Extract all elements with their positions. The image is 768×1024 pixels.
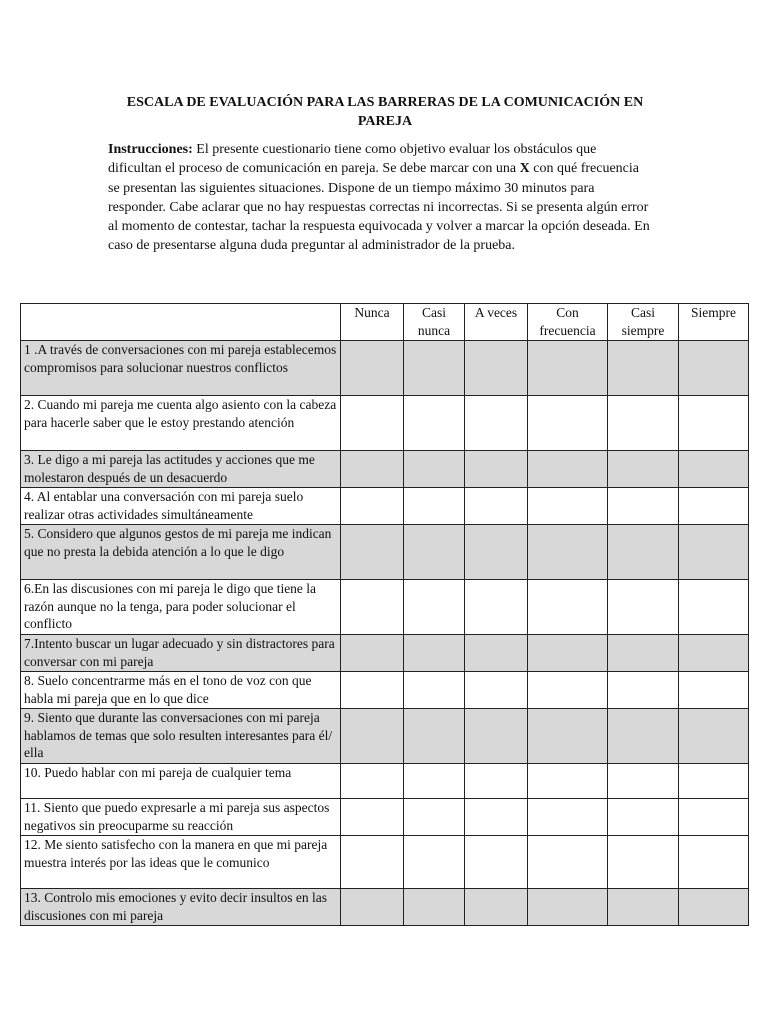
answer-cell[interactable] [341, 799, 404, 836]
question-text: 10. Puedo hablar con mi pareja de cualquier tema [21, 764, 341, 799]
answer-cell[interactable] [465, 525, 528, 580]
answer-cell[interactable] [465, 672, 528, 709]
answer-cell[interactable] [404, 525, 465, 580]
question-rows [21, 341, 749, 926]
answer-cell[interactable] [404, 764, 465, 799]
instructions-mark: X [519, 161, 530, 177]
answer-cell[interactable] [528, 635, 608, 672]
answer-cell[interactable] [404, 451, 465, 488]
answer-cell[interactable] [528, 396, 608, 451]
answer-cell[interactable] [341, 836, 404, 889]
answer-cell[interactable] [608, 341, 679, 396]
question-text: 4. Al entablar una conversación con mi pareja suelo realizar otras actividades simultáneamente [21, 488, 341, 525]
instructions-text-1: El presente cuestionario tiene como objetivo evaluar los obstáculos que dificultan el proceso de comunicación en pareja. Se debe marcar con una [108, 142, 597, 177]
answer-cell[interactable] [341, 525, 404, 580]
answer-cell[interactable] [528, 672, 608, 709]
table-row [21, 488, 749, 525]
answer-cell[interactable] [341, 635, 404, 672]
question-text: 6.En las discusiones con mi pareja le digo que tiene la razón aunque no la tenga, para poder solucionar el conflicto [21, 580, 341, 635]
answer-cell[interactable] [341, 889, 404, 926]
table-row [21, 525, 749, 580]
answer-cell[interactable] [465, 635, 528, 672]
answer-cell[interactable] [528, 451, 608, 488]
table-row [21, 709, 749, 764]
answer-cell[interactable] [404, 836, 465, 889]
answer-cell[interactable] [679, 580, 749, 635]
answer-cell[interactable] [528, 580, 608, 635]
table-row [21, 764, 749, 799]
answer-cell[interactable] [679, 525, 749, 580]
answer-cell[interactable] [465, 709, 528, 764]
answer-cell[interactable] [465, 341, 528, 396]
answer-cell[interactable] [341, 764, 404, 799]
answer-cell[interactable] [679, 889, 749, 926]
answer-cell[interactable] [679, 451, 749, 488]
answer-cell[interactable] [528, 836, 608, 889]
question-text: 13. Controlo mis emociones y evito decir insultos en las discusiones con mi pareja [21, 889, 341, 926]
instructions-paragraph [108, 140, 653, 256]
question-text: 8. Suelo concentrarme más en el tono de voz con que habla mi pareja que en lo que dice [21, 672, 341, 709]
answer-cell[interactable] [465, 488, 528, 525]
answer-cell[interactable] [608, 709, 679, 764]
answer-cell[interactable] [465, 764, 528, 799]
question-text: 9. Siento que durante las conversaciones con mi pareja hablamos de temas que solo resulten interesantes para él/ ella [21, 709, 341, 764]
answer-cell[interactable] [679, 396, 749, 451]
answer-cell[interactable] [341, 396, 404, 451]
question-text: 12. Me siento satisfecho con la manera en que mi pareja muestra interés por las ideas que le comunico [21, 836, 341, 889]
answer-cell[interactable] [679, 341, 749, 396]
table-row [21, 889, 749, 926]
answer-cell[interactable] [608, 799, 679, 836]
header-cell-casi-siempre: Casi siempre [608, 304, 679, 341]
table-row [21, 396, 749, 451]
answer-cell[interactable] [404, 488, 465, 525]
header-cell-siempre: Siempre [679, 304, 749, 341]
answer-cell[interactable] [465, 451, 528, 488]
answer-cell[interactable] [608, 672, 679, 709]
answer-cell[interactable] [679, 836, 749, 889]
answer-cell[interactable] [341, 341, 404, 396]
answer-cell[interactable] [465, 836, 528, 889]
answer-cell[interactable] [608, 889, 679, 926]
question-text: 5. Considero que algunos gestos de mi pareja me indican que no presta la debida atención a lo que le digo [21, 525, 341, 580]
answer-cell[interactable] [528, 764, 608, 799]
answer-cell[interactable] [679, 672, 749, 709]
answer-cell[interactable] [528, 525, 608, 580]
answer-cell[interactable] [404, 672, 465, 709]
question-text: 1 .A través de conversaciones con mi pareja establecemos compromisos para solucionar nuestros conflictos [21, 341, 341, 396]
answer-cell[interactable] [608, 396, 679, 451]
table-row [21, 580, 749, 635]
page-title: ESCALA DE EVALUACIÓN PARA LAS BARRERAS DE LA COMUNICACIÓN EN PAREJA [126, 95, 644, 129]
answer-cell[interactable] [679, 709, 749, 764]
answer-cell[interactable] [528, 709, 608, 764]
table-row [21, 672, 749, 709]
table-row [21, 635, 749, 672]
answer-cell[interactable] [679, 635, 749, 672]
answer-cell[interactable] [679, 799, 749, 836]
header-row [21, 304, 749, 341]
header-cell-a-veces: A veces [465, 304, 528, 341]
answer-cell[interactable] [404, 341, 465, 396]
table-row [21, 341, 749, 396]
table-row [21, 451, 749, 488]
answer-cell[interactable] [465, 580, 528, 635]
question-text: 11. Siento que puedo expresarle a mi pareja sus aspectos negativos sin preocuparme su reacción [21, 799, 341, 836]
header-cell-nunca: Nunca [341, 304, 404, 341]
answer-cell[interactable] [341, 709, 404, 764]
table-row [21, 799, 749, 836]
evaluation-table [20, 303, 749, 926]
answer-cell[interactable] [608, 836, 679, 889]
answer-cell[interactable] [679, 764, 749, 799]
answer-cell[interactable] [341, 672, 404, 709]
answer-cell[interactable] [341, 580, 404, 635]
answer-cell[interactable] [608, 525, 679, 580]
instructions-label: Instrucciones: [108, 142, 193, 157]
answer-cell[interactable] [608, 451, 679, 488]
answer-cell[interactable] [608, 580, 679, 635]
answer-cell[interactable] [465, 396, 528, 451]
answer-cell[interactable] [528, 889, 608, 926]
answer-cell[interactable] [404, 709, 465, 764]
answer-cell[interactable] [608, 764, 679, 799]
header-cell-con-frecuencia: Con frecuencia [528, 304, 608, 341]
answer-cell[interactable] [465, 799, 528, 836]
question-text: 2. Cuando mi pareja me cuenta algo asiento con la cabeza para hacerle saber que le estoy prestando atención [21, 396, 341, 451]
answer-cell[interactable] [608, 488, 679, 525]
answer-cell[interactable] [341, 488, 404, 525]
answer-cell[interactable] [404, 580, 465, 635]
answer-cell[interactable] [528, 799, 608, 836]
question-text: 7.Intento buscar un lugar adecuado y sin distractores para conversar con mi pareja [21, 635, 341, 672]
answer-cell[interactable] [528, 488, 608, 525]
answer-cell[interactable] [465, 889, 528, 926]
answer-cell[interactable] [404, 635, 465, 672]
answer-cell[interactable] [404, 396, 465, 451]
answer-cell[interactable] [404, 889, 465, 926]
question-text: 3. Le digo a mi pareja las actitudes y acciones que me molestaron después de un desacuerdo [21, 451, 341, 488]
instructions-text-2: con qué frecuencia se presentan las siguientes situaciones. Dispone de un tiempo máximo 30 minutos para responder. Cabe aclarar que no hay respuestas correctas ni incorrectas. Si se presenta algún error al momento de contestar, tachar la respuesta equivocada y volver a marcar la opción deseada. En caso de presentarse alguna duda preguntar al administrador de la prueba. [108, 161, 650, 254]
answer-cell[interactable] [528, 341, 608, 396]
header-cell-casi-nunca: Casi nunca [404, 304, 465, 341]
answer-cell[interactable] [679, 488, 749, 525]
table-row [21, 836, 749, 889]
answer-cell[interactable] [404, 799, 465, 836]
answer-cell[interactable] [341, 451, 404, 488]
answer-cell[interactable] [608, 635, 679, 672]
header-cell-question [21, 304, 341, 341]
